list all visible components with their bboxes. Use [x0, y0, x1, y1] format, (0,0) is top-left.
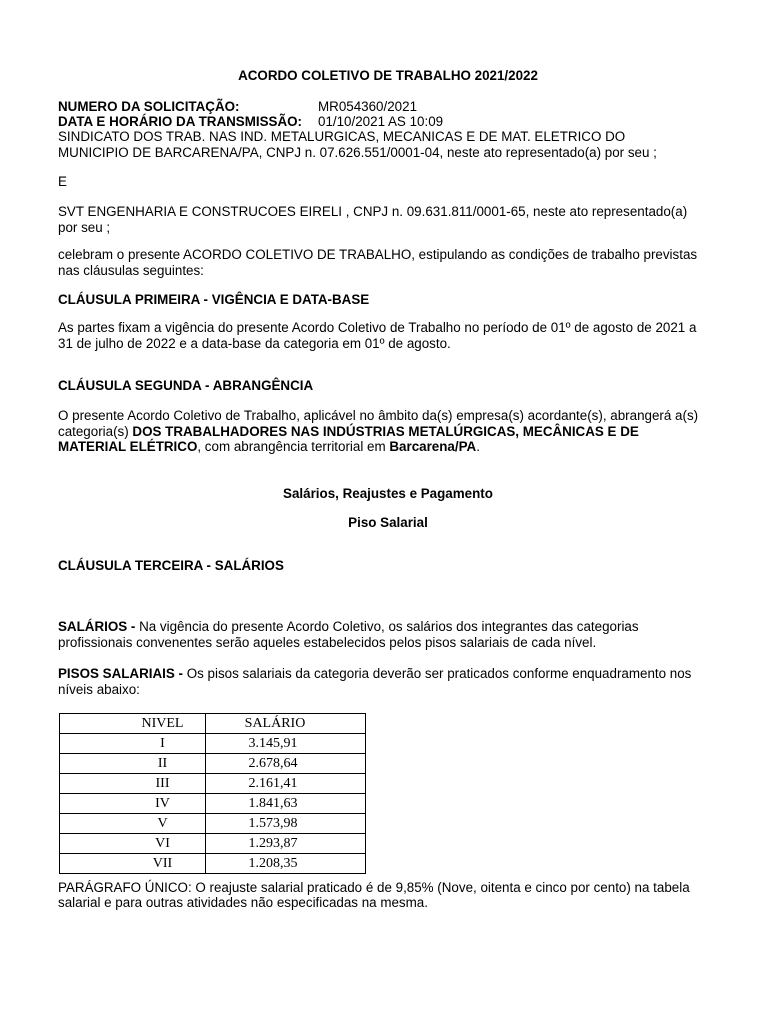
clausula-2-line-3 [58, 439, 480, 455]
header-nivel: NIVEL [60, 714, 206, 734]
clausula-1-line-1: As partes fixam a vigência do presente Acordo Coletivo de Trabalho no período de 01º de agosto de 2021 a [58, 320, 697, 335]
sindicato-line-1: SINDICATO DOS TRAB. NAS IND. METALURGICAS, MECANICAS E DE MAT. ELETRICO DO [58, 129, 626, 144]
salario-cell: 2.161,41 [206, 774, 366, 794]
empresa-line-2: por seu ; [58, 220, 111, 235]
header-salario: SALÁRIO [206, 714, 366, 734]
salario-cell: 1.573,98 [206, 814, 366, 834]
salario-cell: 1.293,87 [206, 834, 366, 854]
table-row [60, 834, 366, 854]
pisos-line-2: níveis abaixo: [58, 682, 140, 697]
nivel-cell: V [60, 814, 206, 834]
salarios-label: SALÁRIOS - [58, 619, 136, 634]
clausula-2-line-2 [58, 424, 639, 440]
categoria-bold: DOS TRABALHADORES NAS INDÚSTRIAS METALÚRGICAS, MECÂNICAS E DE [132, 424, 639, 439]
nivel-cell: VI [60, 834, 206, 854]
subsection-title: Piso Salarial [348, 515, 428, 530]
celebram-line-1: celebram o presente ACORDO COLETIVO DE TRABALHO, estipulando as condições de trabalho previstas [58, 247, 698, 262]
salarios-line-2: profissionais convenentes serão aqueles estabelecidos pelos pisos salariais de cada nível. [58, 635, 597, 650]
material-eletrico: MATERIAL ELÉTRICO [58, 439, 198, 454]
period: . [476, 439, 480, 454]
categoria-prefix: categoria(s) [58, 424, 133, 439]
transmissao-label: DATA E HORÁRIO DA TRANSMISSÃO: [58, 114, 302, 129]
salarios-text: Na vigência do presente Acordo Coletivo, os salários dos integrantes das categorias [135, 619, 639, 634]
salarios-line-1 [58, 619, 639, 635]
nivel-cell: IV [60, 794, 206, 814]
pisos-line-1 [58, 666, 691, 682]
clausula-1-heading: CLÁUSULA PRIMEIRA - VIGÊNCIA E DATA-BASE [58, 292, 370, 307]
clausula-1-line-2: 31 de julho de 2022 e a data-base da categoria em 01º de agosto. [58, 336, 451, 351]
document-title: ACORDO COLETIVO DE TRABALHO 2021/2022 [238, 68, 538, 83]
salario-cell: 1.208,35 [206, 854, 366, 874]
conjunction-e: E [58, 174, 67, 189]
paragrafo-line-2: salarial e para outras atividades não especificadas na mesma. [58, 895, 428, 910]
pisos-table [59, 713, 366, 874]
table-row [60, 734, 366, 754]
nivel-cell: II [60, 754, 206, 774]
abrangencia-text: , com abrangência territorial em [197, 439, 390, 454]
pisos-label: PISOS SALARIAIS - [58, 666, 183, 681]
table-row [60, 854, 366, 874]
table-row [60, 754, 366, 774]
salario-cell: 3.145,91 [206, 734, 366, 754]
solicitacao-value: MR054360/2021 [318, 99, 418, 114]
pisos-text: Os pisos salariais da categoria deverão ser praticados conforme enquadramento nos [183, 666, 692, 681]
celebram-line-2: nas cláusulas seguintes: [58, 263, 204, 278]
salario-cell: 2.678,64 [206, 754, 366, 774]
clausula-2-line-1: O presente Acordo Coletivo de Trabalho, aplicável no âmbito da(s) empresa(s) acordante(s), abrangerá a(s) [58, 408, 699, 423]
table-header-row [60, 714, 366, 734]
clausula-3-heading: CLÁUSULA TERCEIRA - SALÁRIOS [58, 558, 284, 573]
nivel-cell: III [60, 774, 206, 794]
empresa-line-1: SVT ENGENHARIA E CONSTRUCOES EIRELI , CNPJ n. 09.631.811/0001-65, neste ato representado(a) [58, 204, 688, 219]
solicitacao-label: NUMERO DA SOLICITAÇÃO: [58, 99, 240, 114]
table-row [60, 794, 366, 814]
clausula-2-heading: CLÁUSULA SEGUNDA - ABRANGÊNCIA [58, 378, 314, 393]
salario-cell: 1.841,63 [206, 794, 366, 814]
table-row [60, 814, 366, 834]
section-title: Salários, Reajustes e Pagamento [283, 486, 493, 501]
sindicato-line-2: MUNICIPIO DE BARCARENA/PA, CNPJ n. 07.626.551/0001-04, neste ato representado(a) por seu ; [58, 145, 657, 160]
territory: Barcarena/PA [389, 439, 477, 454]
nivel-cell: I [60, 734, 206, 754]
nivel-cell: VII [60, 854, 206, 874]
transmissao-value: 01/10/2021 AS 10:09 [318, 114, 444, 129]
table-row [60, 774, 366, 794]
paragrafo-line-1: PARÁGRAFO ÚNICO: O reajuste salarial praticado é de 9,85% (Nove, oitenta e cinco por cento) na tabela [58, 880, 690, 895]
